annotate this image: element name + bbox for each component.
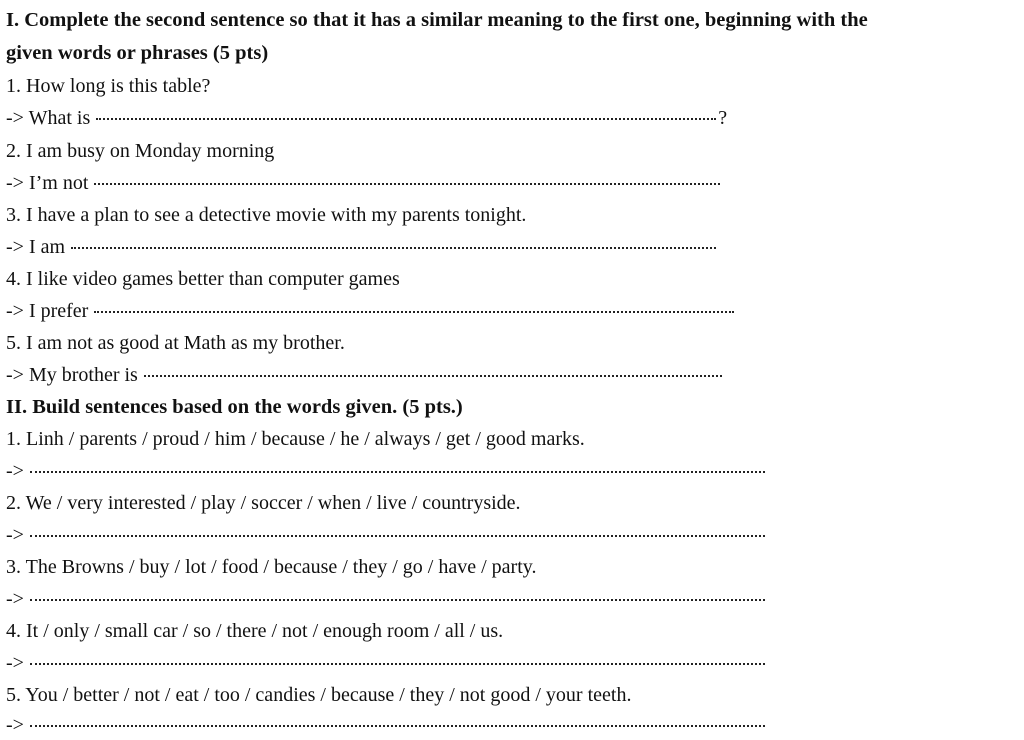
s1-q2-answer-line[interactable] bbox=[6, 169, 720, 197]
s1-q5-question: 5. I am not as good at Math as my brother. bbox=[6, 332, 345, 354]
section-2-title: II. Build sentences based on the words given. (5 pts.) bbox=[6, 396, 463, 418]
s1-q2-answer-blank[interactable] bbox=[94, 183, 720, 185]
s1-q3-answer-prefix: -> I am bbox=[6, 236, 66, 258]
s1-q4-question: 4. I like video games better than computer games bbox=[6, 268, 400, 290]
s2-q3-answer-blank[interactable] bbox=[30, 599, 765, 601]
s1-q1-answer-prefix: -> What is bbox=[6, 107, 91, 129]
s2-q5-answer-line[interactable] bbox=[6, 711, 765, 739]
s2-q4-answer-line[interactable] bbox=[6, 649, 765, 677]
s1-q4-answer-prefix: -> I prefer bbox=[6, 300, 89, 322]
s2-q5-answer-blank[interactable] bbox=[30, 725, 765, 727]
s2-q5-question: 5. You / better / not / eat / too / candies / because / they / not good / your teeth. bbox=[6, 684, 632, 706]
s2-q1-answer-prefix: -> bbox=[6, 460, 24, 482]
s2-q2-question: 2. We / very interested / play / soccer / when / live / countryside. bbox=[6, 492, 521, 514]
s2-q3-answer-prefix: -> bbox=[6, 588, 24, 610]
s1-q3-answer-blank[interactable] bbox=[71, 247, 716, 249]
s2-q2-answer-prefix: -> bbox=[6, 524, 24, 546]
section-1-title-line-2: given words or phrases (5 pts) bbox=[6, 42, 269, 64]
s1-q4-answer-blank[interactable] bbox=[94, 311, 734, 313]
s2-q5-answer-prefix: -> bbox=[6, 714, 24, 736]
s2-q1-answer-line[interactable] bbox=[6, 457, 765, 485]
s1-q2-answer-prefix: -> I’m not bbox=[6, 172, 89, 194]
s2-q4-answer-prefix: -> bbox=[6, 652, 24, 674]
s2-q1-question: 1. Linh / parents / proud / him / because / he / always / get / good marks. bbox=[6, 428, 585, 450]
s2-q4-question: 4. It / only / small car / so / there / not / enough room / all / us. bbox=[6, 620, 504, 642]
s1-q1-answer-end: ? bbox=[718, 107, 728, 129]
s1-q5-answer-prefix: -> My brother is bbox=[6, 364, 138, 386]
s1-q4-answer-line[interactable] bbox=[6, 297, 734, 325]
section-1-title-line-1: I. Complete the second sentence so that it has a similar meaning to the first one, beginning with the bbox=[6, 9, 868, 31]
s2-q3-question: 3. The Browns / buy / lot / food / because / they / go / have / party. bbox=[6, 556, 537, 578]
s1-q1-answer-blank[interactable] bbox=[96, 118, 716, 120]
s2-q4-answer-blank[interactable] bbox=[30, 663, 765, 665]
s2-q2-answer-line[interactable] bbox=[6, 521, 765, 549]
s1-q1-answer-line[interactable] bbox=[6, 104, 727, 132]
s1-q2-question: 2. I am busy on Monday morning bbox=[6, 140, 275, 162]
s1-q3-question: 3. I have a plan to see a detective movie with my parents tonight. bbox=[6, 204, 527, 226]
s2-q1-answer-blank[interactable] bbox=[30, 471, 765, 473]
s1-q1-question: 1. How long is this table? bbox=[6, 75, 211, 97]
s2-q2-answer-blank[interactable] bbox=[30, 535, 765, 537]
s2-q3-answer-line[interactable] bbox=[6, 585, 765, 613]
s1-q5-answer-line[interactable] bbox=[6, 361, 722, 389]
s1-q5-answer-blank[interactable] bbox=[144, 375, 722, 377]
s1-q3-answer-line[interactable] bbox=[6, 233, 716, 261]
